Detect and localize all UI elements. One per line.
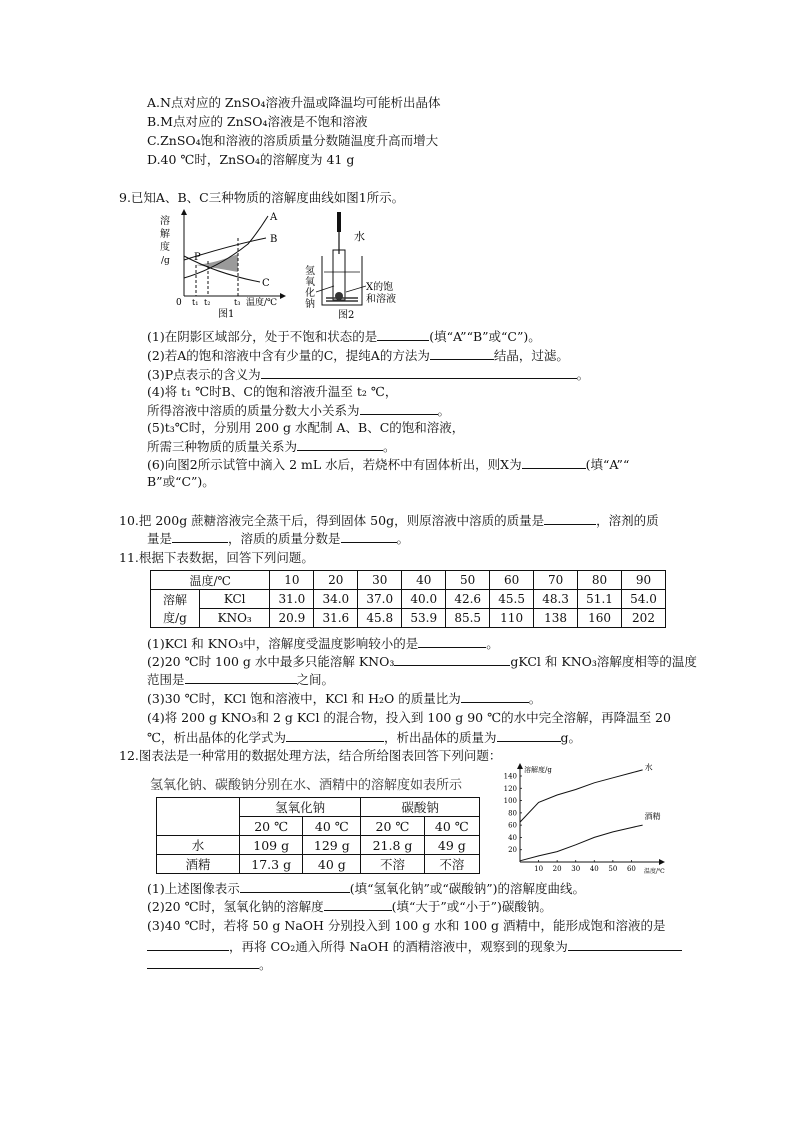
q12-temp-20: 20 ℃	[361, 817, 424, 836]
q11-kno3-label: KNO₃	[200, 609, 270, 628]
fig1-ylabel-3: 度	[160, 242, 170, 253]
q10-line1	[119, 512, 659, 529]
q12-alcohol-label: 酒精	[157, 855, 240, 874]
q11-kcl-value: 34.0	[314, 590, 358, 609]
q9-sub6-blank[interactable]	[522, 456, 586, 469]
q11-temp-header: 温度/℃	[151, 571, 270, 590]
q11-sub1	[147, 635, 499, 652]
y-tick-label: 20	[508, 846, 517, 855]
q11-sub4-cont	[147, 729, 581, 746]
q11-kcl-value: 45.5	[490, 590, 534, 609]
q9-sub5-cont	[147, 438, 396, 455]
q8-option-a: A.N点对应的 ZnSO₄溶液升温或降温均可能析出晶体	[147, 95, 441, 110]
q12-solubility-chart	[492, 762, 668, 874]
x-tick-label: 10	[534, 865, 544, 873]
q11-kno3-value: 110	[490, 609, 534, 628]
q12-corner-cell	[157, 798, 240, 836]
test-tube-solid	[335, 292, 343, 300]
q12-sub3-blank-phenomenon[interactable]	[568, 938, 682, 951]
q11-row-label	[151, 590, 200, 628]
q12-alcohol-value: 40 g	[303, 855, 361, 874]
q9-sub2-blank[interactable]	[430, 347, 494, 360]
q11-sub2-blank[interactable]	[394, 653, 510, 666]
y-tick-label: 40	[508, 833, 517, 842]
q12-temp-40: 40 ℃	[303, 817, 361, 836]
q12-water-value: 109 g	[240, 836, 303, 855]
q9-stem: 9.已知A、B、C三种物质的溶解度曲线如图1所示。	[119, 190, 405, 205]
q9-figure2	[304, 212, 404, 320]
q11-kcl-value: 37.0	[358, 590, 402, 609]
table-row	[157, 798, 480, 817]
q9-sub2-tail: 结晶，过滤。	[493, 348, 569, 363]
q10-blank-solute[interactable]	[544, 512, 596, 525]
q12-sub2-blank[interactable]	[324, 898, 392, 911]
q11-sub2-tail: 之间。	[296, 672, 335, 687]
table-row	[157, 836, 480, 855]
y-tick-label: 100	[503, 797, 517, 806]
q10-text-2: ，溶剂的质	[596, 513, 659, 528]
q11-kno3-value: 53.9	[402, 609, 446, 628]
q10-blank-solvent[interactable]	[172, 530, 228, 543]
q11-sub4-text-2: ，析出晶体的质量为	[383, 730, 497, 745]
q11-kno3-value: 31.6	[314, 609, 358, 628]
q11-sub3-text: (3)30 ℃时，KCl 饱和溶液中，KCl 和 H₂O 的质量比为	[147, 691, 461, 706]
q11-sub2	[147, 653, 697, 670]
fig1-origin: 0	[176, 298, 182, 308]
q12-alcohol-value: 不溶	[424, 855, 479, 874]
q12-temp-40: 40 ℃	[424, 817, 479, 836]
fig2-x-label-1: X的饱	[366, 282, 394, 293]
q12-solubility-table	[156, 797, 480, 874]
q12-water-value: 21.8 g	[361, 836, 424, 855]
q11-sub4-formula-blank[interactable]	[286, 729, 384, 742]
q9-sub1-text: (1)在阴影区域部分，处于不饱和状态的是	[147, 329, 378, 344]
fig1-ylabel-4: /g	[161, 256, 170, 266]
fig1-label-a: A	[270, 212, 278, 223]
q11-sub3	[147, 690, 541, 707]
q11-sub4: (4)将 200 g KNO₃和 2 g KCl 的混合物，投入到 100 g 90 ℃的水中完全溶解，再降温至 20	[147, 710, 671, 725]
q9-sub3	[147, 366, 589, 383]
q12-naoh-header: 氢氧化钠	[240, 798, 361, 817]
fig2-x-label-2: 和溶液	[366, 294, 396, 305]
q11-kno3-value: 45.8	[358, 609, 402, 628]
q11-sub1-tail: 。	[486, 636, 499, 651]
q11-temp: 30	[358, 571, 402, 590]
q10-blank-fraction[interactable]	[341, 530, 397, 543]
q12-sub3-text-2: ，再将 CO₂通入所得 NaOH 的酒精溶液中，观察到的现象为	[229, 939, 568, 954]
fig2-right-pointer	[346, 286, 366, 292]
y-tick-label: 140	[503, 772, 517, 781]
q9-sub6-cont: B”或“C”)。	[147, 474, 215, 489]
q11-kcl-value: 48.3	[534, 590, 578, 609]
fig2-caption: 图2	[338, 310, 355, 320]
fig2-left-pointer	[316, 286, 334, 292]
fig2-naoh-3: 化	[305, 288, 315, 299]
q11-sub2-range-blank[interactable]	[185, 671, 297, 684]
x-tick-label: 40	[589, 865, 599, 873]
y-tick-label: 60	[508, 821, 517, 830]
fig1-label-p: P	[194, 252, 201, 263]
q9-sub2-text: (2)若A的饱和溶液中含有少量的C，提纯A的方法为	[147, 348, 430, 363]
q8-option-b: B.M点对应的 ZnSO₄溶液是不饱和溶液	[147, 114, 368, 129]
fig1-t2: t₂	[204, 298, 211, 307]
fig1-caption: 图1	[218, 309, 235, 318]
q11-kno3-value: 20.9	[270, 609, 314, 628]
q12-sub3-cont2	[147, 956, 272, 973]
q9-sub6-hint: (填“A”“	[585, 457, 630, 472]
q11-sub4-mass-blank[interactable]	[497, 729, 561, 742]
x-tick-label: 20	[552, 865, 562, 873]
q9-sub1-blank[interactable]	[377, 328, 429, 341]
q9-sub3-tail: 。	[576, 367, 590, 382]
q9-sub3-text: (3)P点表示的含义为	[147, 367, 261, 382]
q11-sub3-blank[interactable]	[461, 690, 529, 703]
q11-row-label-2: 度/g	[163, 610, 187, 625]
q11-kcl-value: 40.0	[402, 590, 446, 609]
fig1-label-c: C	[262, 278, 270, 289]
q12-sub3-cont	[147, 938, 682, 955]
q9-sub6-text: (6)向图2所示试管中滴入 2 mL 水后，若烧杯中有固体析出，则X为	[147, 457, 522, 472]
fig1-ylabel-1: 溶	[160, 216, 170, 227]
q11-kcl-value: 42.6	[446, 590, 490, 609]
q12-sub2-hint: (填“大于”或“小于”)碳酸钠。	[391, 899, 552, 914]
fig2-water-label: 水	[354, 230, 365, 243]
q11-sub2-text-2: gKCl 和 KNO₃溶解度相等的温度	[510, 654, 697, 669]
x-tick-label: 50	[608, 865, 618, 873]
q8-option-c: C.ZnSO₄饱和溶液的溶质质量分数随温度升高而增大	[147, 133, 439, 148]
q9-figure1	[158, 208, 290, 318]
q12-sub2-text: (2)20 ℃时，氢氧化钠的溶解度	[147, 899, 324, 914]
q10-line2	[147, 530, 409, 547]
q9-sub3-blank[interactable]	[261, 366, 577, 379]
series-line-water	[520, 770, 643, 822]
x-tick-label: 30	[571, 865, 581, 873]
fig1-ylabel-2: 解	[160, 229, 170, 240]
series-label-water: 水	[644, 762, 653, 772]
q12-water-value: 49 g	[424, 836, 479, 855]
q10-text-3: 量是	[147, 531, 173, 546]
q11-temp: 20	[314, 571, 358, 590]
q11-kcl-value: 31.0	[270, 590, 314, 609]
x-tick-label: 60	[626, 865, 636, 873]
q12-sub1-text: (1)上述图像表示	[147, 881, 240, 896]
q10-text-5: 。	[396, 531, 410, 546]
q11-kno3-value: 85.5	[446, 609, 490, 628]
q11-temp: 40	[402, 571, 446, 590]
series-line-alcohol	[520, 825, 643, 861]
q9-sub1-hint: (填“A”“B”或“C”)。	[429, 329, 541, 344]
q12-water-label: 水	[157, 836, 240, 855]
q9-sub4-cont	[147, 402, 450, 419]
fig1-xlabel: 温度/℃	[246, 298, 278, 308]
fig1-t3: t₃	[234, 298, 241, 307]
q11-sub2-text-3: 范围是	[147, 672, 185, 687]
q11-solubility-table	[150, 570, 666, 628]
q11-kcl-value: 51.1	[578, 590, 622, 609]
table-row	[151, 571, 666, 590]
q11-temp: 80	[578, 571, 622, 590]
q9-sub4: (4)将 t₁ ℃时B、C的饱和溶液升温至 t₂ ℃，	[147, 384, 398, 399]
q12-sub3: (3)40 ℃时，若将 50 g NaOH 分别投入到 100 g 水和 100 g 酒精中，能形成饱和溶液的是	[147, 918, 666, 933]
q11-temp: 90	[622, 571, 666, 590]
fig1-label-b: B	[270, 234, 278, 245]
q10-text-4: ，溶质的质量分数是	[228, 531, 341, 546]
q10-text: 10.把 200g 蔗糖溶液完全蒸干后，得到固体 50g，则原溶液中溶质的质量是	[119, 513, 545, 528]
chart-x-title: 温度/℃	[644, 868, 665, 874]
table-row	[151, 609, 666, 628]
dropper-bulb	[337, 212, 341, 232]
q9-sub4-blank[interactable]	[360, 402, 438, 415]
q12-table-caption: 氢氧化钠、碳酸钠分别在水、酒精中的溶解度如表所示	[150, 778, 463, 793]
q8-option-d: D.40 ℃时，ZnSO₄的溶解度为 41 g	[147, 152, 355, 167]
q12-sub1-blank[interactable]	[240, 880, 350, 893]
q12-alcohol-value: 不溶	[361, 855, 424, 874]
fig1-t1: t₁	[192, 298, 199, 307]
q11-temp: 50	[446, 571, 490, 590]
chart-y-title: 溶解度/g	[524, 766, 552, 774]
q12-stem: 12.图表法是一种常用的数据处理方法，结合所给图表回答下列问题：	[119, 748, 502, 763]
q9-sub6	[147, 456, 629, 473]
fig2-naoh-1: 氢	[305, 266, 315, 277]
q9-sub2	[147, 347, 569, 364]
q9-sub4-tail: 。	[437, 403, 451, 418]
q11-stem: 11.根据下表数据，回答下列问题。	[119, 550, 314, 565]
q11-sub2-text: (2)20 ℃时 100 g 水中最多只能溶解 KNO₃	[147, 654, 395, 669]
q12-sub2	[147, 898, 552, 915]
q9-sub5: (5)t₃℃时，分别用 200 g 水配制 A、B、C的饱和溶液，	[147, 420, 465, 435]
fig1-shaded-region	[196, 254, 238, 272]
table-row	[157, 855, 480, 874]
q11-kno3-value: 160	[578, 609, 622, 628]
q9-sub1	[147, 328, 541, 345]
q12-sub3-blank-phenomenon-2[interactable]	[147, 956, 259, 969]
q12-water-value: 129 g	[303, 836, 361, 855]
series-label-alcohol: 酒精	[644, 812, 661, 822]
q11-kcl-value: 54.0	[622, 590, 666, 609]
q11-kcl-label: KCl	[200, 590, 270, 609]
q12-sub3-blank-saturated[interactable]	[147, 938, 229, 951]
q9-sub5-tail: 。	[383, 439, 396, 454]
table-row	[151, 590, 666, 609]
q9-sub4-text: 所得溶液中溶质的质量分数大小关系为	[147, 403, 360, 418]
q11-sub1-blank[interactable]	[418, 635, 486, 648]
q12-temp-20: 20 ℃	[240, 817, 303, 836]
q11-temp: 10	[270, 571, 314, 590]
q11-row-label-1: 溶解	[162, 592, 187, 607]
q11-temp: 60	[490, 571, 534, 590]
q11-sub2-cont	[147, 671, 334, 688]
q12-alcohol-value: 17.3 g	[240, 855, 303, 874]
q12-sub3-tail: 。	[259, 957, 272, 972]
q11-sub4-text: ℃，析出晶体的化学式为	[147, 730, 286, 745]
q9-sub5-blank[interactable]	[297, 438, 383, 451]
y-tick-label: 80	[508, 809, 517, 818]
fig2-naoh-2: 氧	[305, 277, 315, 288]
q11-temp: 70	[534, 571, 578, 590]
q9-sub5-text: 所需三种物质的质量关系为	[147, 439, 298, 454]
y-tick-label: 120	[503, 784, 517, 793]
q11-sub4-tail: g。	[560, 730, 582, 745]
q12-sub1-hint: (填“氢氧化钠”或“碳酸钠”)的溶解度曲线。	[349, 881, 586, 896]
q11-sub1-text: (1)KCl 和 KNO₃中，溶解度受温度影响较小的是	[147, 636, 419, 651]
q12-sub1	[147, 880, 585, 897]
q11-kno3-value: 138	[534, 609, 578, 628]
fig2-naoh-4: 钠	[305, 299, 315, 310]
q12-na2co3-header: 碳酸钠	[361, 798, 480, 817]
q11-sub3-tail: 。	[528, 691, 542, 706]
q11-kno3-value: 202	[622, 609, 666, 628]
